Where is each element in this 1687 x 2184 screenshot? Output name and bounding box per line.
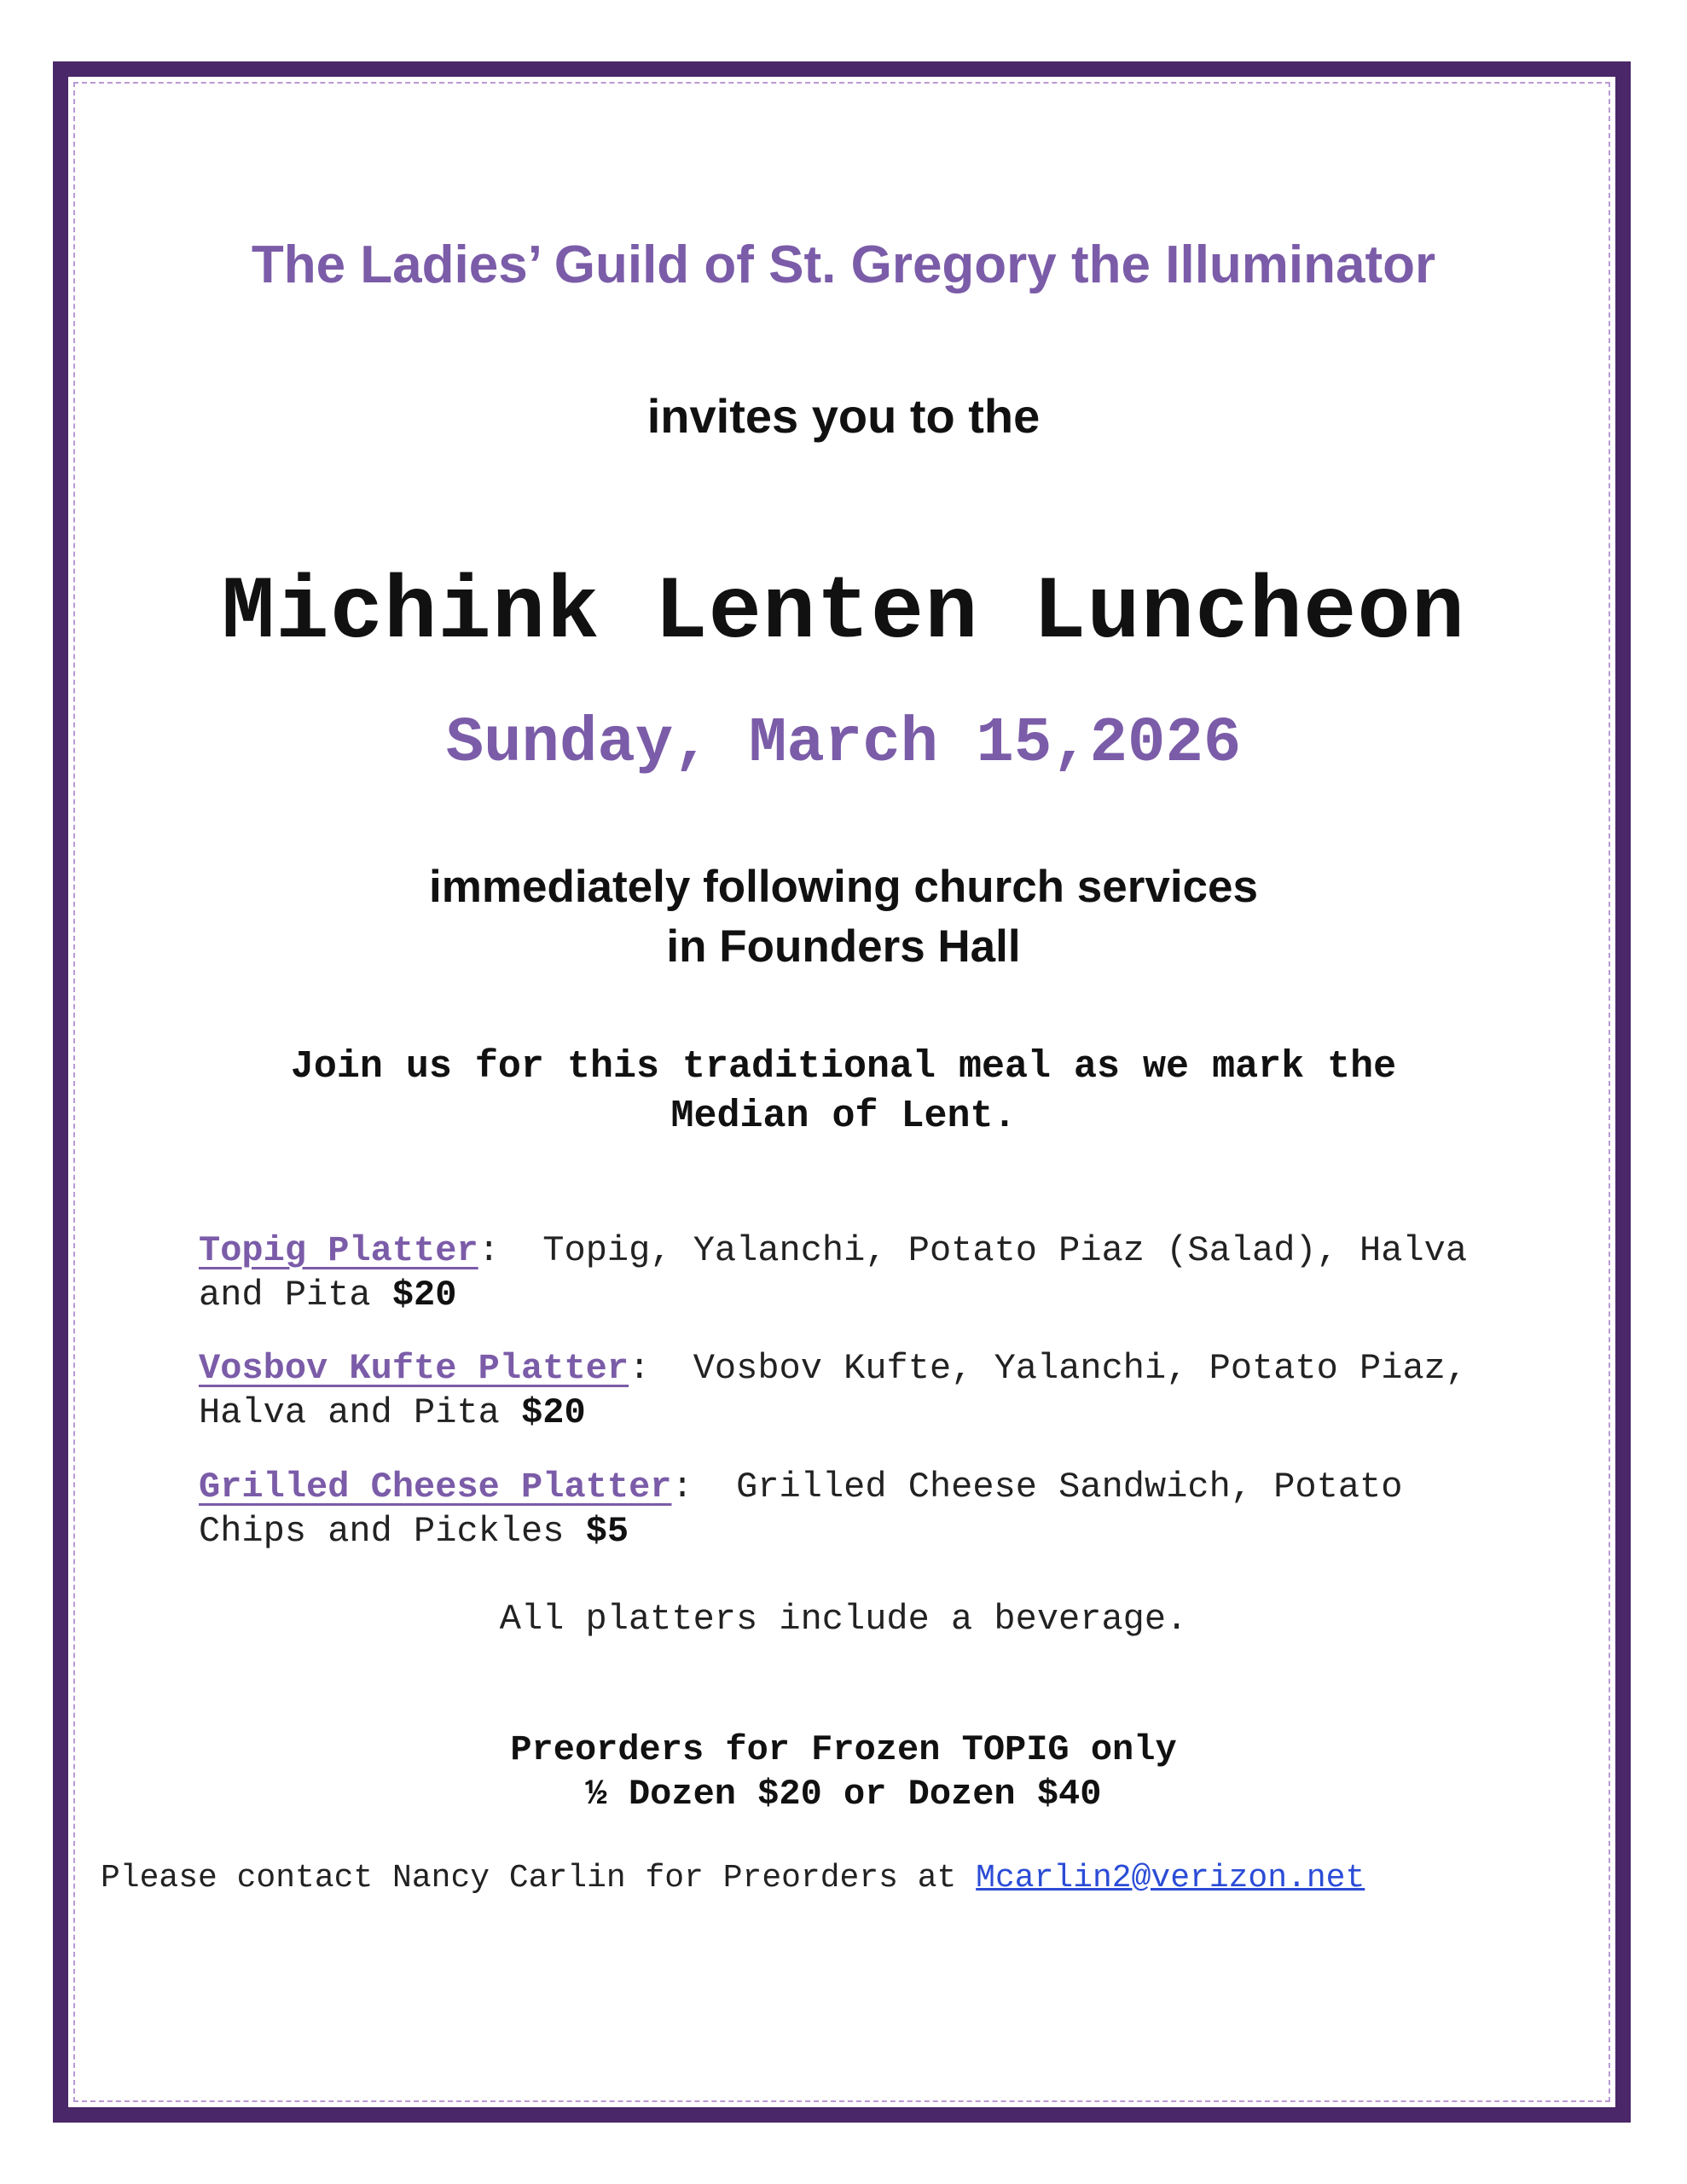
menu-item-sep: : [478, 1230, 543, 1271]
contact-email-link[interactable]: Mcarlin2@verizon.net [976, 1860, 1365, 1896]
menu-item-contents-2: Chips and Pickles [199, 1511, 586, 1552]
contact-line [101, 1860, 1365, 1896]
beverage-note: All platters include a beverage. [499, 1599, 1188, 1640]
menu-item-contents: Vosbov Kufte, Yalanchi, Potato Piaz, [693, 1348, 1468, 1389]
join-line-1: Join us for this traditional meal as we mark the [290, 1045, 1397, 1089]
menu-item-vosbov-kufte [199, 1346, 1589, 1435]
event-location [0, 857, 1687, 977]
menu-item-grilled-cheese [199, 1465, 1589, 1554]
join-line-2: Median of Lent. [670, 1095, 1017, 1138]
event-title: Michink Lenten Luncheon [221, 563, 1466, 664]
preorder-line-1: Preorders for Frozen TOPIG only [510, 1729, 1177, 1770]
menu-item-sep: : [629, 1348, 693, 1389]
location-line-2: in Founders Hall [666, 921, 1021, 972]
contact-text: Please contact Nancy Carlin for Preorders at [101, 1860, 977, 1896]
menu-item-name: Vosbov Kufte Platter [199, 1348, 629, 1389]
preorder-line-2: ½ Dozen $20 or Dozen $40 [585, 1774, 1102, 1815]
menu-item-price: $5 [585, 1511, 629, 1552]
menu-item-contents-2: Halva and Pita [199, 1392, 522, 1433]
menu-item-contents: Grilled Cheese Sandwich, Potato [736, 1467, 1403, 1507]
invites-text: invites you to the [646, 389, 1041, 443]
menu-item-sep: : [671, 1467, 737, 1507]
event-date: Sunday, March 15,2026 [445, 708, 1242, 780]
preorder-info [0, 1728, 1687, 1816]
location-line-1: immediately following church services [429, 862, 1258, 912]
menu-item-contents-2: and Pita [199, 1275, 392, 1316]
guild-name: The Ladies’ Guild of St. Gregory the Illuminator [251, 235, 1436, 294]
menu-item-price: $20 [521, 1392, 586, 1433]
menu-item-contents: Topig, Yalanchi, Potato Piaz (Salad), Halva [542, 1230, 1468, 1271]
menu-item-name: Topig Platter [199, 1230, 478, 1271]
menu-item-name: Grilled Cheese Platter [199, 1467, 672, 1507]
menu-item-topig [199, 1228, 1589, 1317]
join-message [0, 1043, 1687, 1141]
menu-item-price: $20 [391, 1275, 457, 1316]
